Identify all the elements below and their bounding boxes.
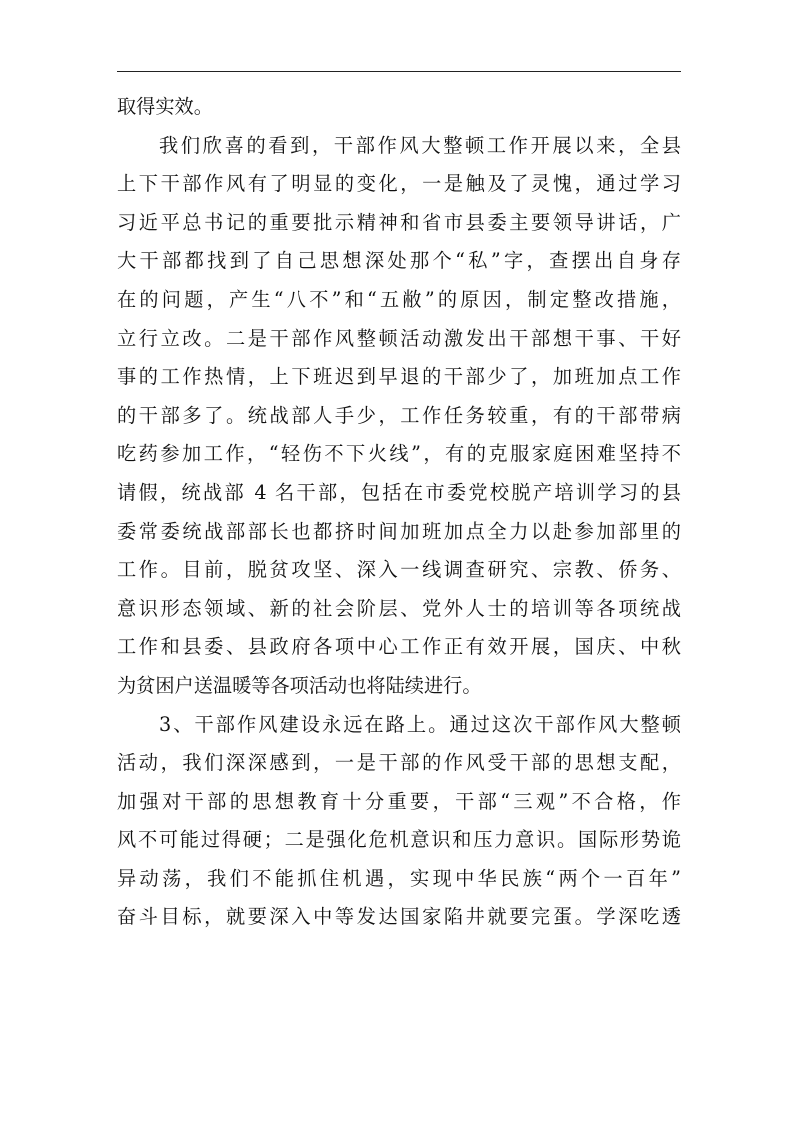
text-line: 立行立改。二是干部作风整顿活动激发出干部想干事、干好	[117, 326, 681, 350]
text-line: 风不可能过得硬；二是强化危机意识和压力意识。国际形势诡	[117, 828, 681, 852]
header-rule	[117, 71, 681, 72]
text-line: 加强对干部的思想教育十分重要，干部“三观”不合格，作	[117, 789, 681, 813]
text-line: 上下干部作风有了明显的变化，一是触及了灵愧，通过学习	[117, 172, 681, 196]
text-line: 事的工作热情，上下班迟到早退的干部少了，加班加点工作	[117, 365, 681, 389]
text-line: 习近平总书记的重要批示精神和省市县委主要领导讲话，广	[117, 210, 681, 234]
text-line: 奋斗目标，就要深入中等发达国家陷井就要完蛋。学深吃透	[117, 905, 681, 929]
text-line: 我们欣喜的看到，干部作风大整顿工作开展以来，全县	[159, 133, 681, 157]
text-line: 3、干部作风建设永远在路上。通过这次干部作风大整顿	[159, 712, 681, 736]
text-line: 的干部多了。统战部人手少，工作任务较重，有的干部带病	[117, 403, 681, 427]
text-line: 异动荡，我们不能抓住机遇，实现中华民族“两个一百年”	[117, 866, 681, 890]
text-line: 在的问题，产生“八不”和“五敝”的原因，制定整改措施，	[117, 287, 681, 311]
text-line: 大干部都找到了自己思想深处那个“私”字，查摆出自身存	[117, 249, 681, 273]
text-line: 吃药参加工作，“轻伤不下火线”，有的克服家庭困难坚持不	[117, 442, 681, 466]
text-line: 意识形态领域、新的社会阶层、党外人士的培训等各项统战	[117, 596, 681, 620]
document-body	[117, 88, 681, 937]
text-line: 委常委统战部部长也都挤时间加班加点全力以赴参加部里的	[117, 519, 681, 543]
text-line: 工作和县委、县政府各项中心工作正有效开展，国庆、中秋	[117, 635, 681, 659]
text-line: 请假，统战部 4 名干部，包括在市委党校脱产培训学习的县	[117, 480, 681, 504]
text-line: 为贫困户送温暖等各项活动也将陆续进行。	[117, 673, 482, 697]
text-line: 取得实效。	[117, 95, 213, 118]
text-line: 活动，我们深深感到，一是干部的作风受干部的思想支配，	[117, 751, 681, 775]
text-line: 工作。目前，脱贫攻坚、深入一线调查研究、宗教、侨务、	[117, 558, 681, 582]
